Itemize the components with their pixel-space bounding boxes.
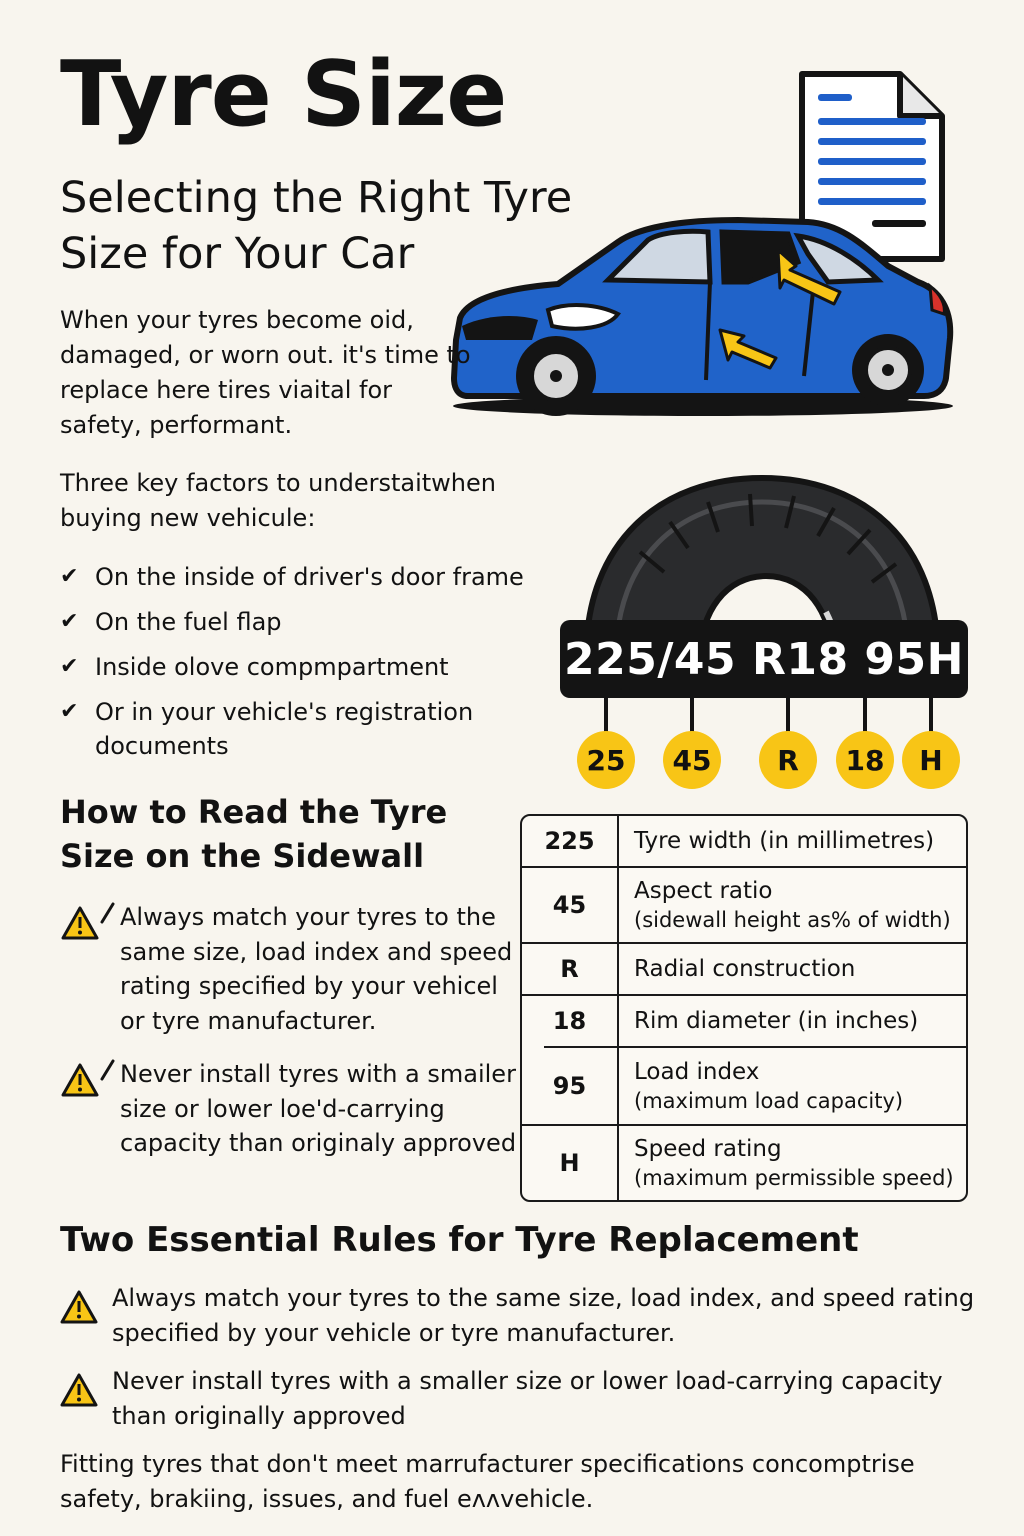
warning-block	[60, 1057, 530, 1161]
size-badge: 25	[577, 731, 635, 789]
rule-text: Always match your tyres to the same size, load index, and speed rating specified by your vehicle or tyre manufacturer.	[112, 1284, 975, 1347]
warning-text: Always match your tyres to the same size, load index and speed rating specified by your vehicel or tyre manufacturer.	[120, 903, 513, 1035]
car-illustration	[448, 210, 958, 420]
table-row: 225 Tyre width (in millimetres)	[544, 827, 935, 855]
check-icon: ✔	[60, 654, 79, 679]
badge-connector	[863, 697, 867, 733]
rule-item	[60, 1281, 980, 1350]
warning-icon	[60, 900, 120, 944]
table-row: R Radial construction	[560, 955, 856, 983]
badge-connector	[929, 697, 933, 733]
size-badge: 45	[663, 731, 721, 789]
rule-item	[60, 1364, 980, 1433]
list-item: ✔ On the inside of driver's door frame	[60, 560, 540, 594]
warning-block	[60, 900, 530, 1038]
section-heading-rules: Two Essential Rules for Tyre Replacement	[60, 1220, 859, 1260]
list-item: ✔ Inside olove compmpartment	[60, 650, 540, 684]
badge-connector	[690, 697, 694, 733]
rule-text: Never install tyres with a smaller size or lower load-carrying capacity than originally approved	[112, 1367, 943, 1430]
tyre-size-code: 225/45 R18 95H	[560, 620, 968, 698]
footer-note: Fitting tyres that don't meet marrufacturer specifications concomptrise safety, brakiing, issues, and fuel eʌʌvehicle.	[60, 1450, 915, 1513]
section-heading-read: How to Read the Tyre Size on the Sidewall	[60, 793, 448, 875]
list-item: ✔ Or in your vehicle's registration documents	[60, 695, 540, 763]
spec-table	[520, 814, 968, 1202]
warning-icon	[60, 1289, 98, 1325]
location-checklist	[60, 560, 540, 774]
check-icon: ✔	[60, 699, 79, 724]
warning-text: Never install tyres with a smailer size or lower loe'd-carrying capacity than originaly approved	[120, 1060, 517, 1157]
pencil-icon	[102, 1061, 113, 1079]
factors-intro: Three key factors to understaitwhen buying new vehicule:	[60, 469, 496, 532]
warning-icon	[60, 1057, 120, 1101]
intro-text: When your tyres become oid, damaged, or worn out. it's time to replace here tires viaital for safety, performant.	[60, 306, 471, 439]
check-icon: ✔	[60, 564, 79, 589]
table-row: 18 Rim diameter (in inches)	[552, 1007, 919, 1035]
check-icon: ✔	[60, 609, 79, 634]
table-row: 45 Aspect ratio (sidewall height as% of width)	[552, 877, 951, 932]
badge-connector	[604, 697, 608, 733]
size-badge: H	[902, 731, 960, 789]
table-row: H Speed rating (maximum permissible speed)	[559, 1135, 954, 1190]
badge-connector	[786, 697, 790, 733]
page-subtitle: Selecting the Right Tyre Size for Your Car	[60, 173, 573, 279]
table-row: 95 Load index (maximum load capacity)	[552, 1058, 904, 1113]
size-badge: 18	[836, 731, 894, 789]
list-item: ✔ On the fuel flap	[60, 605, 540, 639]
page-title: Tyre Size	[60, 42, 507, 147]
size-badge: R	[759, 731, 817, 789]
pencil-icon	[102, 904, 113, 922]
warning-icon	[60, 1372, 98, 1408]
